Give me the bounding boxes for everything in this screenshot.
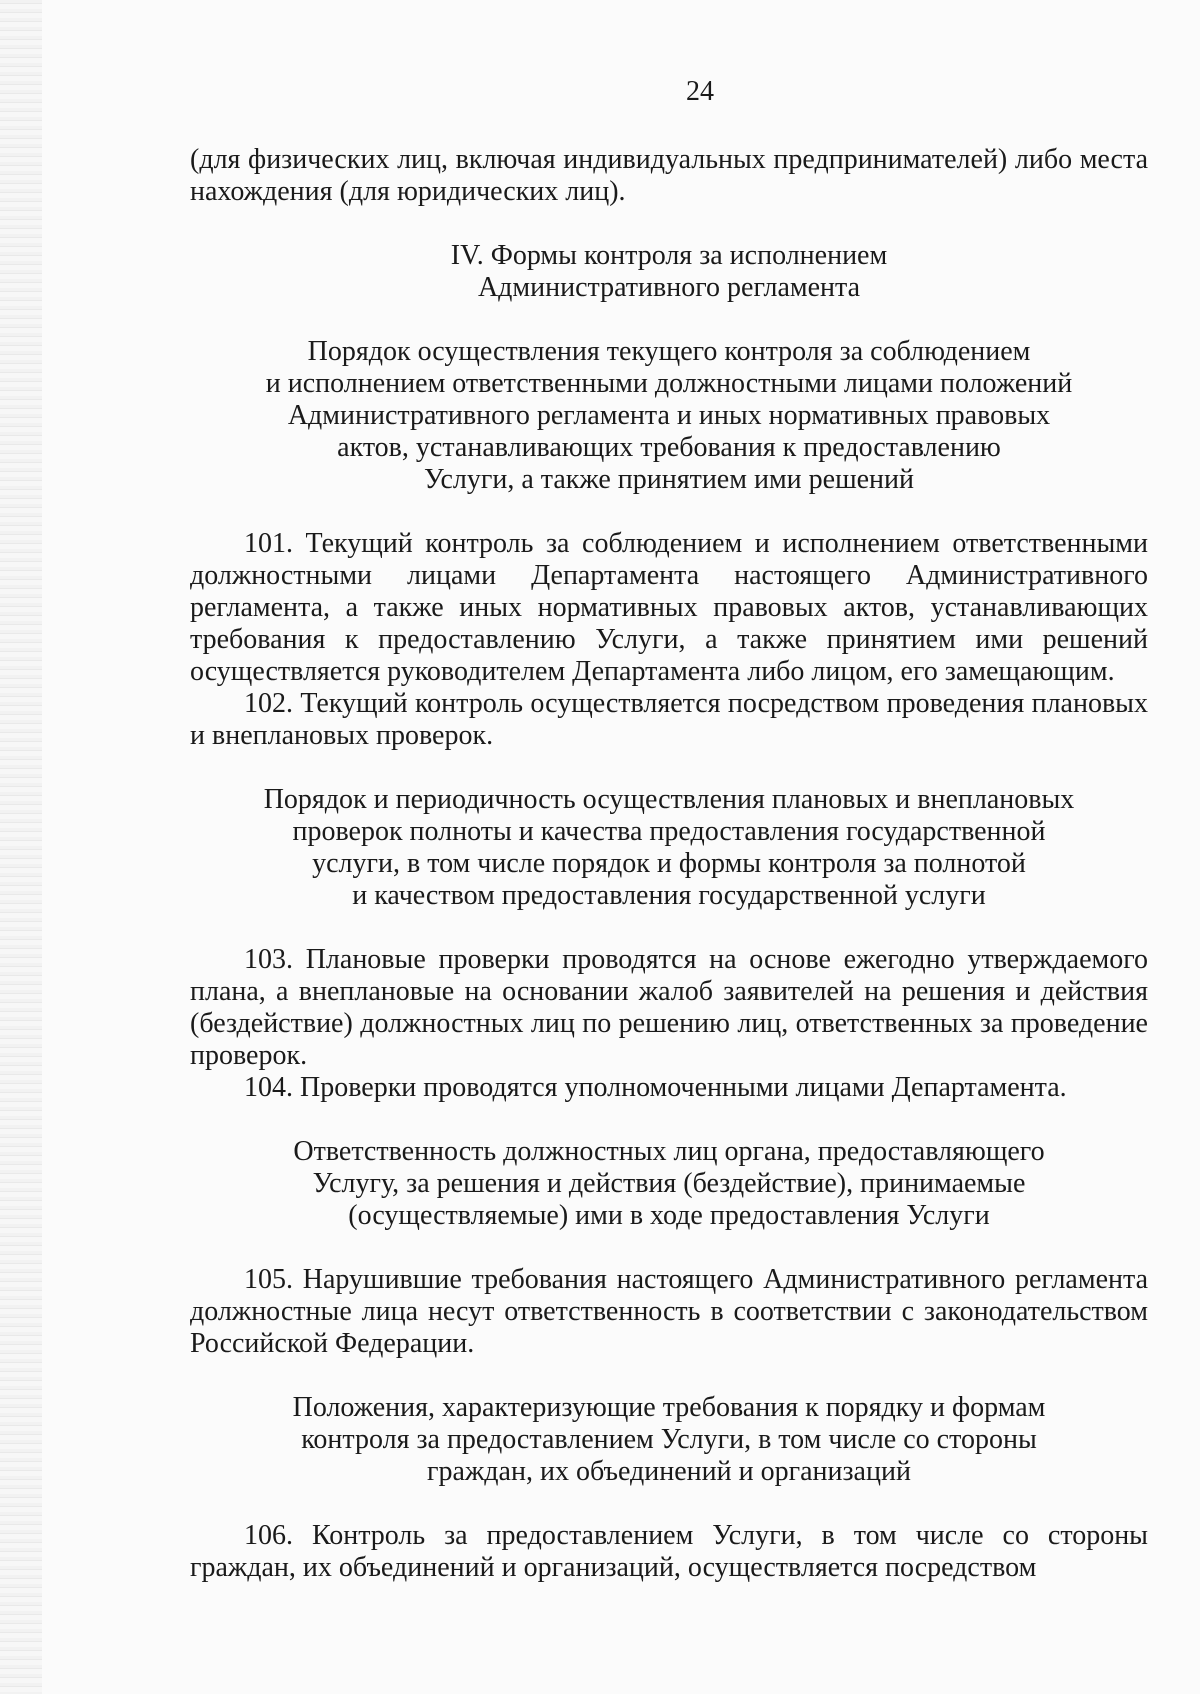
paragraph-105: 105. Нарушившие требования настоящего Административного регламента должностные лица несут ответственность в соответствии с законодательством Российской Федерации.	[190, 1264, 1148, 1359]
paragraph-103: 103. Плановые проверки проводятся на основе ежегодно утверждаемого плана, а внеплановые на основании жалоб заявителей на решения и действия (бездействие) должностных лиц по решению лиц, ответственных за проведение проверок.	[190, 944, 1148, 1071]
subheading-line: актов, устанавливающих требования к предоставлению	[337, 432, 1001, 463]
subheading-line: проверок полноты и качества предоставления государственной	[292, 816, 1046, 847]
paragraph-101: 101. Текущий контроль за соблюдением и исполнением ответственными должностными лицами Департамента настоящего Административного регламента, а также иных нормативных правовых актов, устанавливающих требования к предоставлению Услуги, а также принятием ими решений осуществляется руководителем Департамента либо лицом, его замещающим.	[190, 528, 1148, 687]
paragraph-106: 106. Контроль за предоставлением Услуги, в том числе со стороны граждан, их объединений и организаций, осуществляется посредством	[190, 1520, 1148, 1583]
paragraph-102: 102. Текущий контроль осуществляется посредством проведения плановых и внеплановых проверок.	[190, 688, 1148, 751]
section-heading	[190, 240, 1148, 304]
subheading-line: Услуги, а также принятием ими решений	[423, 464, 915, 495]
subheading-line: контроля за предоставлением Услуги, в том числе со стороны	[301, 1424, 1037, 1455]
subheading-line: (осуществляемые) ими в ходе предоставления Услуги	[348, 1200, 990, 1231]
subheading-line: и качеством предоставления государственной услуги	[352, 880, 986, 911]
subheading-responsibility	[190, 1136, 1148, 1232]
subheading-line: и исполнением ответственными должностными лицами положений	[265, 368, 1073, 399]
subheading-line: Административного регламента и иных нормативных правовых	[287, 400, 1051, 431]
intro-paragraph: (для физических лиц, включая индивидуальных предпринимателей) либо места нахождения (для юридических лиц).	[190, 144, 1148, 207]
section-heading-line: Административного регламента	[477, 272, 861, 303]
subheading-line: Услугу, за решения и действия (бездействие), принимаемые	[312, 1168, 1026, 1199]
subheading-line: услуги, в том числе порядок и формы контроля за полнотой	[312, 848, 1026, 879]
subheading-current-control	[190, 336, 1148, 496]
subheading-line: граждан, их объединений и организаций	[427, 1456, 911, 1487]
paragraph-104: 104. Проверки проводятся уполномоченными лицами Департамента.	[244, 1072, 1067, 1103]
scan-edge-artifact	[0, 0, 42, 1694]
subheading-line: Порядок и периодичность осуществления плановых и внеплановых	[263, 784, 1075, 815]
subheading-public-control	[190, 1392, 1148, 1488]
subheading-line: Ответственность должностных лиц органа, предоставляющего	[293, 1136, 1045, 1167]
section-heading-line: IV. Формы контроля за исполнением	[450, 240, 888, 271]
subheading-line: Положения, характеризующие требования к порядку и формам	[292, 1392, 1046, 1423]
subheading-line: Порядок осуществления текущего контроля за соблюдением	[307, 336, 1031, 367]
page-number: 24	[686, 76, 714, 107]
subheading-inspections	[190, 784, 1148, 912]
